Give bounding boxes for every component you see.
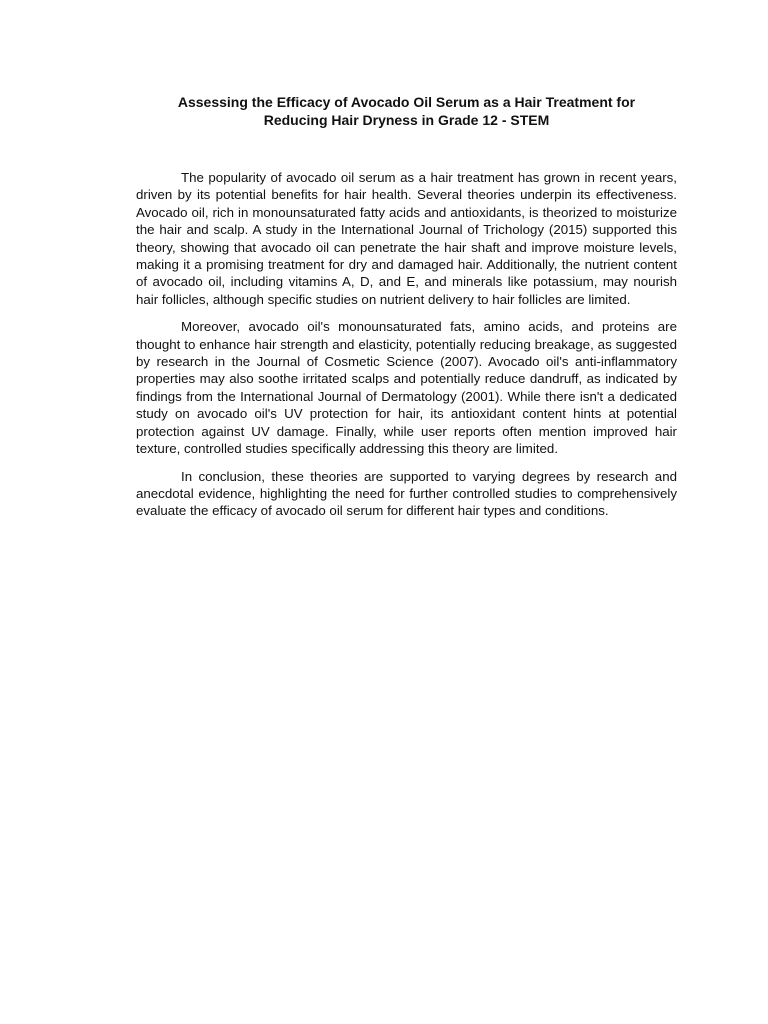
paragraph-conclusion: In conclusion, these theories are supported to varying degrees by research and anecdotal evidence, highlighting the need for further controlled studies to comprehensively evaluate the efficacy of avocado oil serum for different hair types and conditions.: [136, 468, 677, 519]
title-line-2: Reducing Hair Dryness in Grade 12 - STEM: [263, 112, 550, 128]
document-body: [136, 169, 677, 530]
title-line-1: Assessing the Efficacy of Avocado Oil Serum as a Hair Treatment for: [177, 94, 636, 110]
paragraph-intro: The popularity of avocado oil serum as a hair treatment has grown in recent years, driven by its potential benefits for hair health. Several theories underpin its effectiveness. Avocado oil, rich in monounsaturated fatty acids and antioxidants, is theorized to moisturize the hair and scalp. A study in the International Journal of Trichology (2015) supported this theory, showing that avocado oil can penetrate the hair shaft and improve moisture levels, making it a promising treatment for dry and damaged hair. Additionally, the nutrient content of avocado oil, including vitamins A, D, and E, and minerals like potassium, may nourish hair follicles, although specific studies on nutrient delivery to hair follicles are limited.: [136, 170, 677, 307]
document-title: [136, 93, 677, 129]
paragraph-moreover: Moreover, avocado oil's monounsaturated fats, amino acids, and proteins are thought to enhance hair strength and elasticity, potentially reducing breakage, as suggested by research in the Journal of Cosmetic Science (2007). Avocado oil's anti-inflammatory properties may also soothe irritated scalps and potentially reduce dandruff, as indicated by findings from the International Journal of Dermatology (2001). While there isn't a dedicated study on avocado oil's UV protection for hair, its antioxidant content hints at potential protection against UV damage. Finally, while user reports often mention improved hair texture, controlled studies specifically addressing this theory are limited.: [136, 319, 677, 457]
